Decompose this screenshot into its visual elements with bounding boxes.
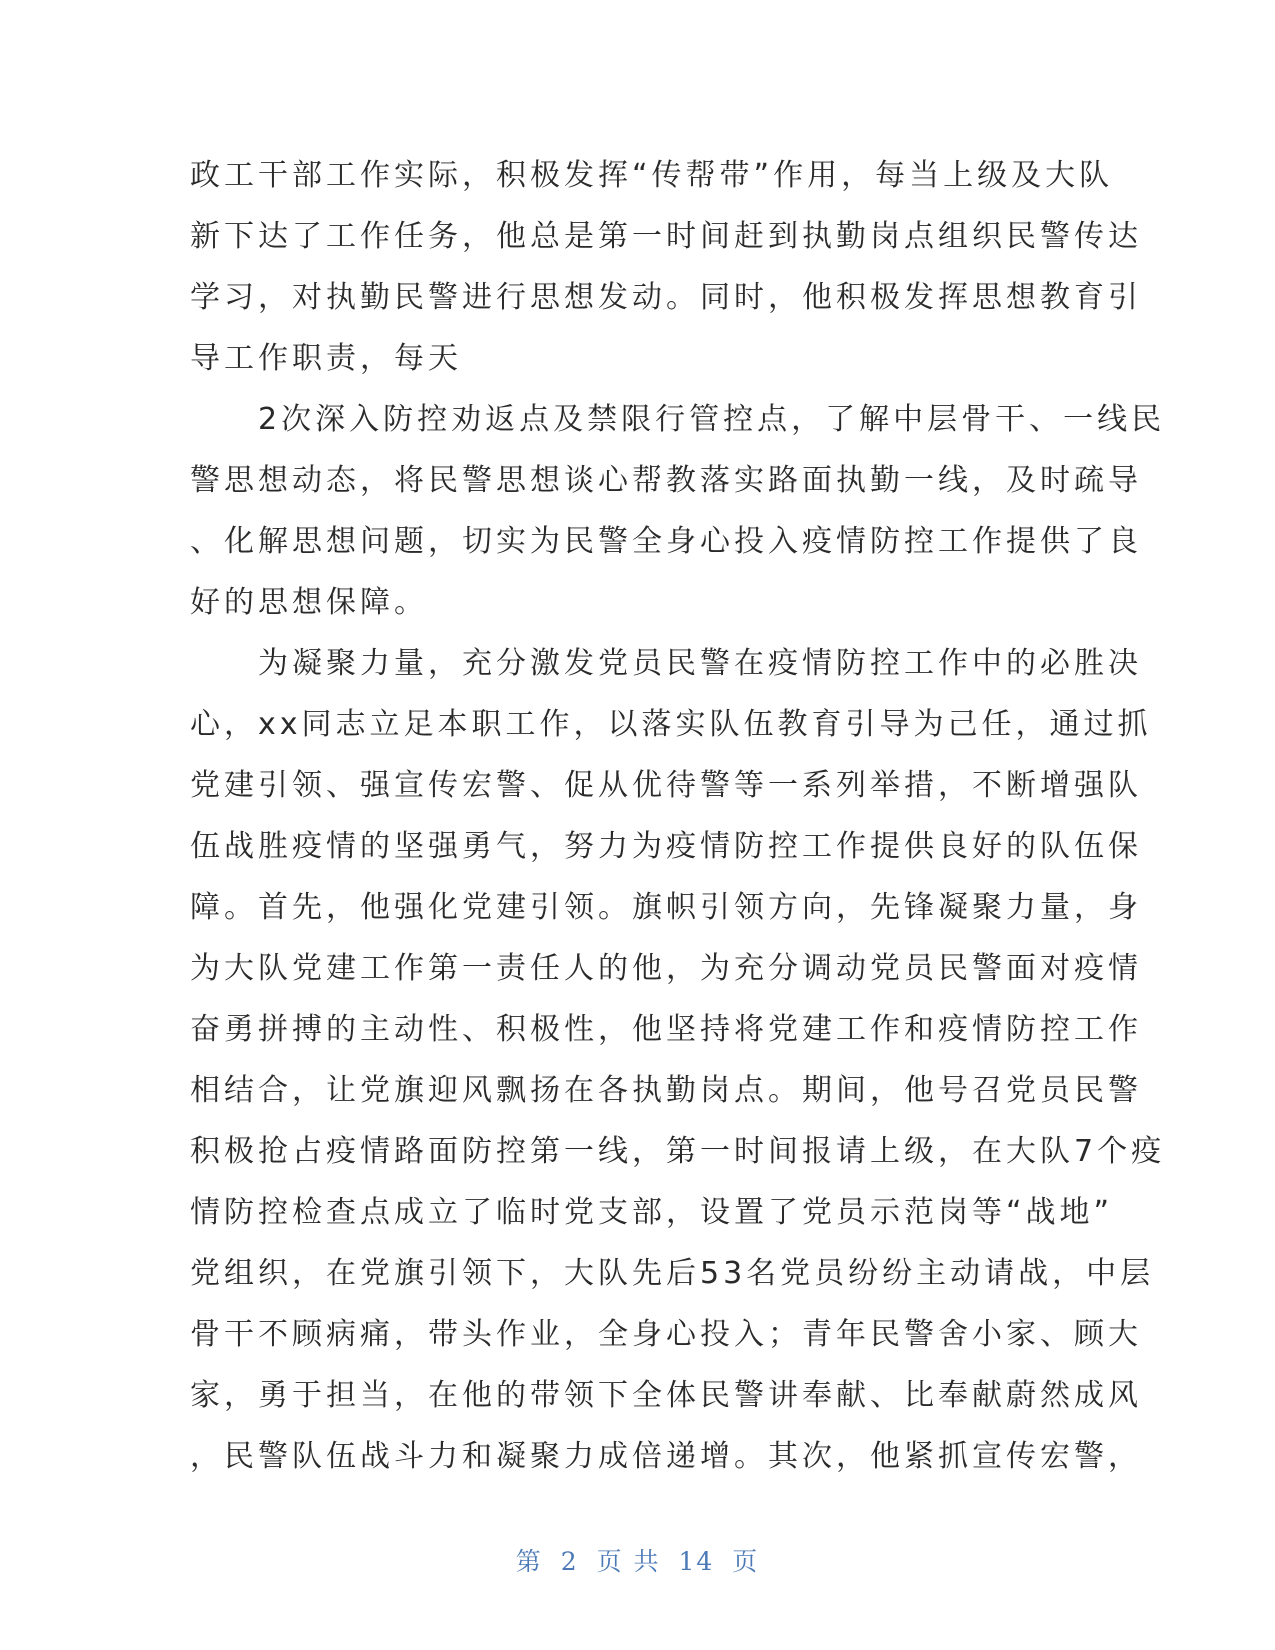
text-line: 伍战胜疫情的坚强勇气，努力为疫情防控工作提供良好的队伍保 — [190, 829, 1142, 864]
footer-prefix: 第 — [515, 1547, 543, 1576]
text-line: 障。首先，他强化党建引领。旗帜引领方向，先锋凝聚力量，身 — [190, 890, 1142, 925]
text-line: 警思想动态，将民警思想谈心帮教落实路面执勤一线，及时疏导 — [190, 463, 1142, 498]
text-line: 为大队党建工作第一责任人的他，为充分调动党员民警面对疫情 — [190, 951, 1142, 986]
current-page-number: 2 — [560, 1547, 579, 1576]
footer-suffix: 页 — [732, 1547, 760, 1576]
text-line: 奋勇拼搏的主动性、积极性，他坚持将党建工作和疫情防控工作 — [190, 1012, 1142, 1047]
text-line: 家，勇于担当，在他的带领下全体民警讲奉献、比奉献蔚然成风 — [190, 1378, 1142, 1413]
text-line: 为凝聚力量，充分激发党员民警在疫情防控工作中的必胜决 — [190, 646, 1142, 681]
page-footer — [0, 1542, 1275, 1578]
text-line: 相结合，让党旗迎风飘扬在各执勤岗点。期间，他号召党员民警 — [190, 1073, 1142, 1108]
document-body — [190, 145, 1166, 1487]
total-page-count: 14 — [678, 1547, 715, 1576]
text-line: 导工作职责，每天 — [190, 341, 462, 376]
text-line: 政工干部工作实际，积极发挥“传帮带”作用，每当上级及大队 — [190, 158, 1114, 193]
text-line: 情防控检查点成立了临时党支部，设置了党员示范岗等“战地” — [190, 1195, 1114, 1230]
text-line: 学习，对执勤民警进行思想发动。同时，他积极发挥思想教育引 — [190, 280, 1142, 315]
text-line: 、化解思想问题，切实为民警全身心投入疫情防控工作提供了良 — [190, 524, 1142, 559]
text-line: ，民警队伍战斗力和凝聚力成倍递增。其次，他紧抓宣传宏警， — [190, 1439, 1142, 1474]
text-line: 党组织，在党旗引领下，大队先后53名党员纷纷主动请战，中层 — [190, 1256, 1155, 1291]
text-line: 2次深入防控劝返点及禁限行管控点，了解中层骨干、一线民 — [190, 402, 1166, 437]
text-line: 骨干不顾病痛，带头作业，全身心投入；青年民警舍小家、顾大 — [190, 1317, 1142, 1352]
text-line: 新下达了工作任务，他总是第一时间赶到执勤岗点组织民警传达 — [190, 219, 1142, 254]
text-line: 积极抢占疫情路面防控第一线，第一时间报请上级，在大队7个疫 — [190, 1134, 1166, 1169]
text-line: 心，xx同志立足本职工作，以落实队伍教育引导为己任，通过抓 — [190, 707, 1152, 742]
text-line: 好的思想保障。 — [190, 585, 428, 620]
footer-middle: 页 共 — [596, 1547, 661, 1576]
text-line: 党建引领、强宣传宏警、促从优待警等一系列举措，不断增强队 — [190, 768, 1142, 803]
